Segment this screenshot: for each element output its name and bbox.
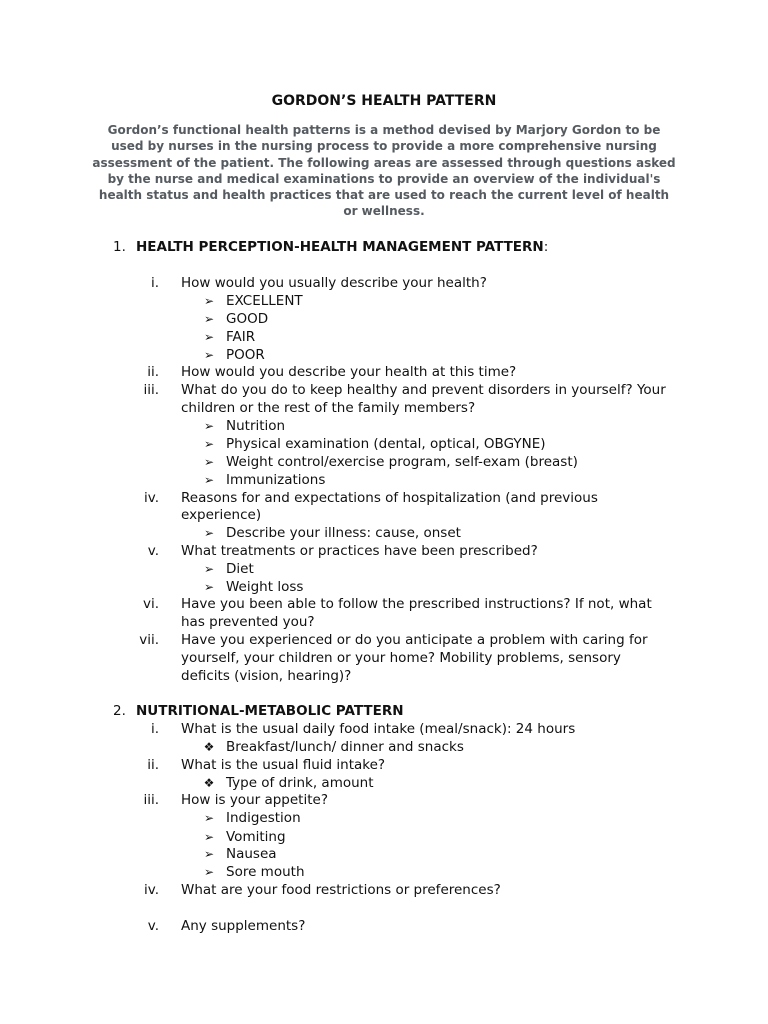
question-text: children or the rest of the family members? <box>181 400 476 416</box>
intro-paragraph: Gordon’s functional health patterns is a method devised by Marjory Gordon to be used by nurses in the nursing process to provide a more comprehensive nursing assessment of the patient. The following areas are assessed through questions asked by the nurse and medical examinations to provide an overview of the individual's health status and health practices that are used to reach the current level of health or wellness. <box>92 123 676 219</box>
section-title <box>136 702 404 720</box>
arrow-bullet-icon: ➢ <box>203 811 215 825</box>
arrow-bullet-icon: ➢ <box>203 348 215 362</box>
question-text: Have you been able to follow the prescribed instructions? If not, what <box>181 596 652 612</box>
arrow-bullet-icon: ➢ <box>203 330 215 344</box>
arrow-bullet-icon: ➢ <box>203 562 215 576</box>
roman-numeral: i. <box>150 721 159 737</box>
roman-numeral: iv. <box>144 490 159 506</box>
bullet-text: Physical examination (dental, optical, OBGYNE) <box>226 436 546 452</box>
section-title-text: NUTRITIONAL-METABOLIC PATTERN <box>136 703 404 719</box>
bullet-text: Indigestion <box>226 810 301 826</box>
question-text: How would you usually describe your health? <box>181 275 487 291</box>
question-text: How would you describe your health at this time? <box>181 364 517 380</box>
question-text: experience) <box>181 507 262 523</box>
section-title-colon: : <box>543 239 549 255</box>
bullet-text: GOOD <box>226 311 269 327</box>
question-text: What do you do to keep healthy and prevent disorders in yourself? Your <box>181 382 666 398</box>
roman-numeral: ii. <box>147 757 159 773</box>
question-text: yourself, your children or your home? Mobility problems, sensory <box>181 650 621 666</box>
bullet-text: POOR <box>226 347 265 363</box>
roman-numeral: ii. <box>147 364 159 380</box>
question-text: How is your appetite? <box>181 792 328 808</box>
arrow-bullet-icon: ➢ <box>203 419 215 433</box>
question-text: Reasons for and expectations of hospitalization (and previous <box>181 490 598 506</box>
bullet-text: Nausea <box>226 846 277 862</box>
bullet-text: Immunizations <box>226 472 326 488</box>
bullet-text: Breakfast/lunch/ dinner and snacks <box>226 739 464 755</box>
bullet-text: Type of drink, amount <box>226 775 374 791</box>
question-text: What are your food restrictions or preferences? <box>181 882 501 898</box>
question-text: What treatments or practices have been prescribed? <box>181 543 538 559</box>
arrow-bullet-icon: ➢ <box>203 580 215 594</box>
bullet-text: FAIR <box>226 329 256 345</box>
question-text: What is the usual daily food intake (meal/snack): 24 hours <box>181 721 576 737</box>
diamond-bullet-icon: ❖ <box>203 740 215 754</box>
arrow-bullet-icon: ➢ <box>203 526 215 540</box>
roman-numeral: v. <box>147 543 159 559</box>
section-number: 2. <box>113 703 126 719</box>
question-text: Have you experienced or do you anticipate a problem with caring for <box>181 632 648 648</box>
arrow-bullet-icon: ➢ <box>203 865 215 879</box>
question-text: deficits (vision, hearing)? <box>181 668 352 684</box>
section-title <box>136 238 548 256</box>
section-number: 1. <box>113 239 126 255</box>
bullet-text: Diet <box>226 561 254 577</box>
arrow-bullet-icon: ➢ <box>203 473 215 487</box>
section-title-text: HEALTH PERCEPTION-HEALTH MANAGEMENT PATTERN <box>136 239 544 255</box>
roman-numeral: vi. <box>142 596 159 612</box>
roman-numeral: iii. <box>143 792 159 808</box>
arrow-bullet-icon: ➢ <box>203 294 215 308</box>
bullet-text: Weight loss <box>226 579 304 595</box>
roman-numeral: iii. <box>143 382 159 398</box>
diamond-bullet-icon: ❖ <box>203 776 215 790</box>
question-text: What is the usual fluid intake? <box>181 757 386 773</box>
arrow-bullet-icon: ➢ <box>203 455 215 469</box>
roman-numeral: v. <box>147 918 159 934</box>
bullet-text: Describe your illness: cause, onset <box>226 525 461 541</box>
bullet-text: Sore mouth <box>226 864 305 880</box>
roman-numeral: iv. <box>144 882 159 898</box>
bullet-text: Nutrition <box>226 418 286 434</box>
roman-numeral: vii. <box>139 632 159 648</box>
roman-numeral: i. <box>150 275 159 291</box>
arrow-bullet-icon: ➢ <box>203 830 215 844</box>
bullet-text: Vomiting <box>226 829 286 845</box>
arrow-bullet-icon: ➢ <box>203 312 215 326</box>
bullet-text: Weight control/exercise program, self-exam (breast) <box>226 454 578 470</box>
question-text: Any supplements? <box>181 918 306 934</box>
arrow-bullet-icon: ➢ <box>203 437 215 451</box>
bullet-text: EXCELLENT <box>226 293 303 309</box>
arrow-bullet-icon: ➢ <box>203 847 215 861</box>
question-text: has prevented you? <box>181 614 315 630</box>
document-title: GORDON’S HEALTH PATTERN <box>271 93 497 109</box>
